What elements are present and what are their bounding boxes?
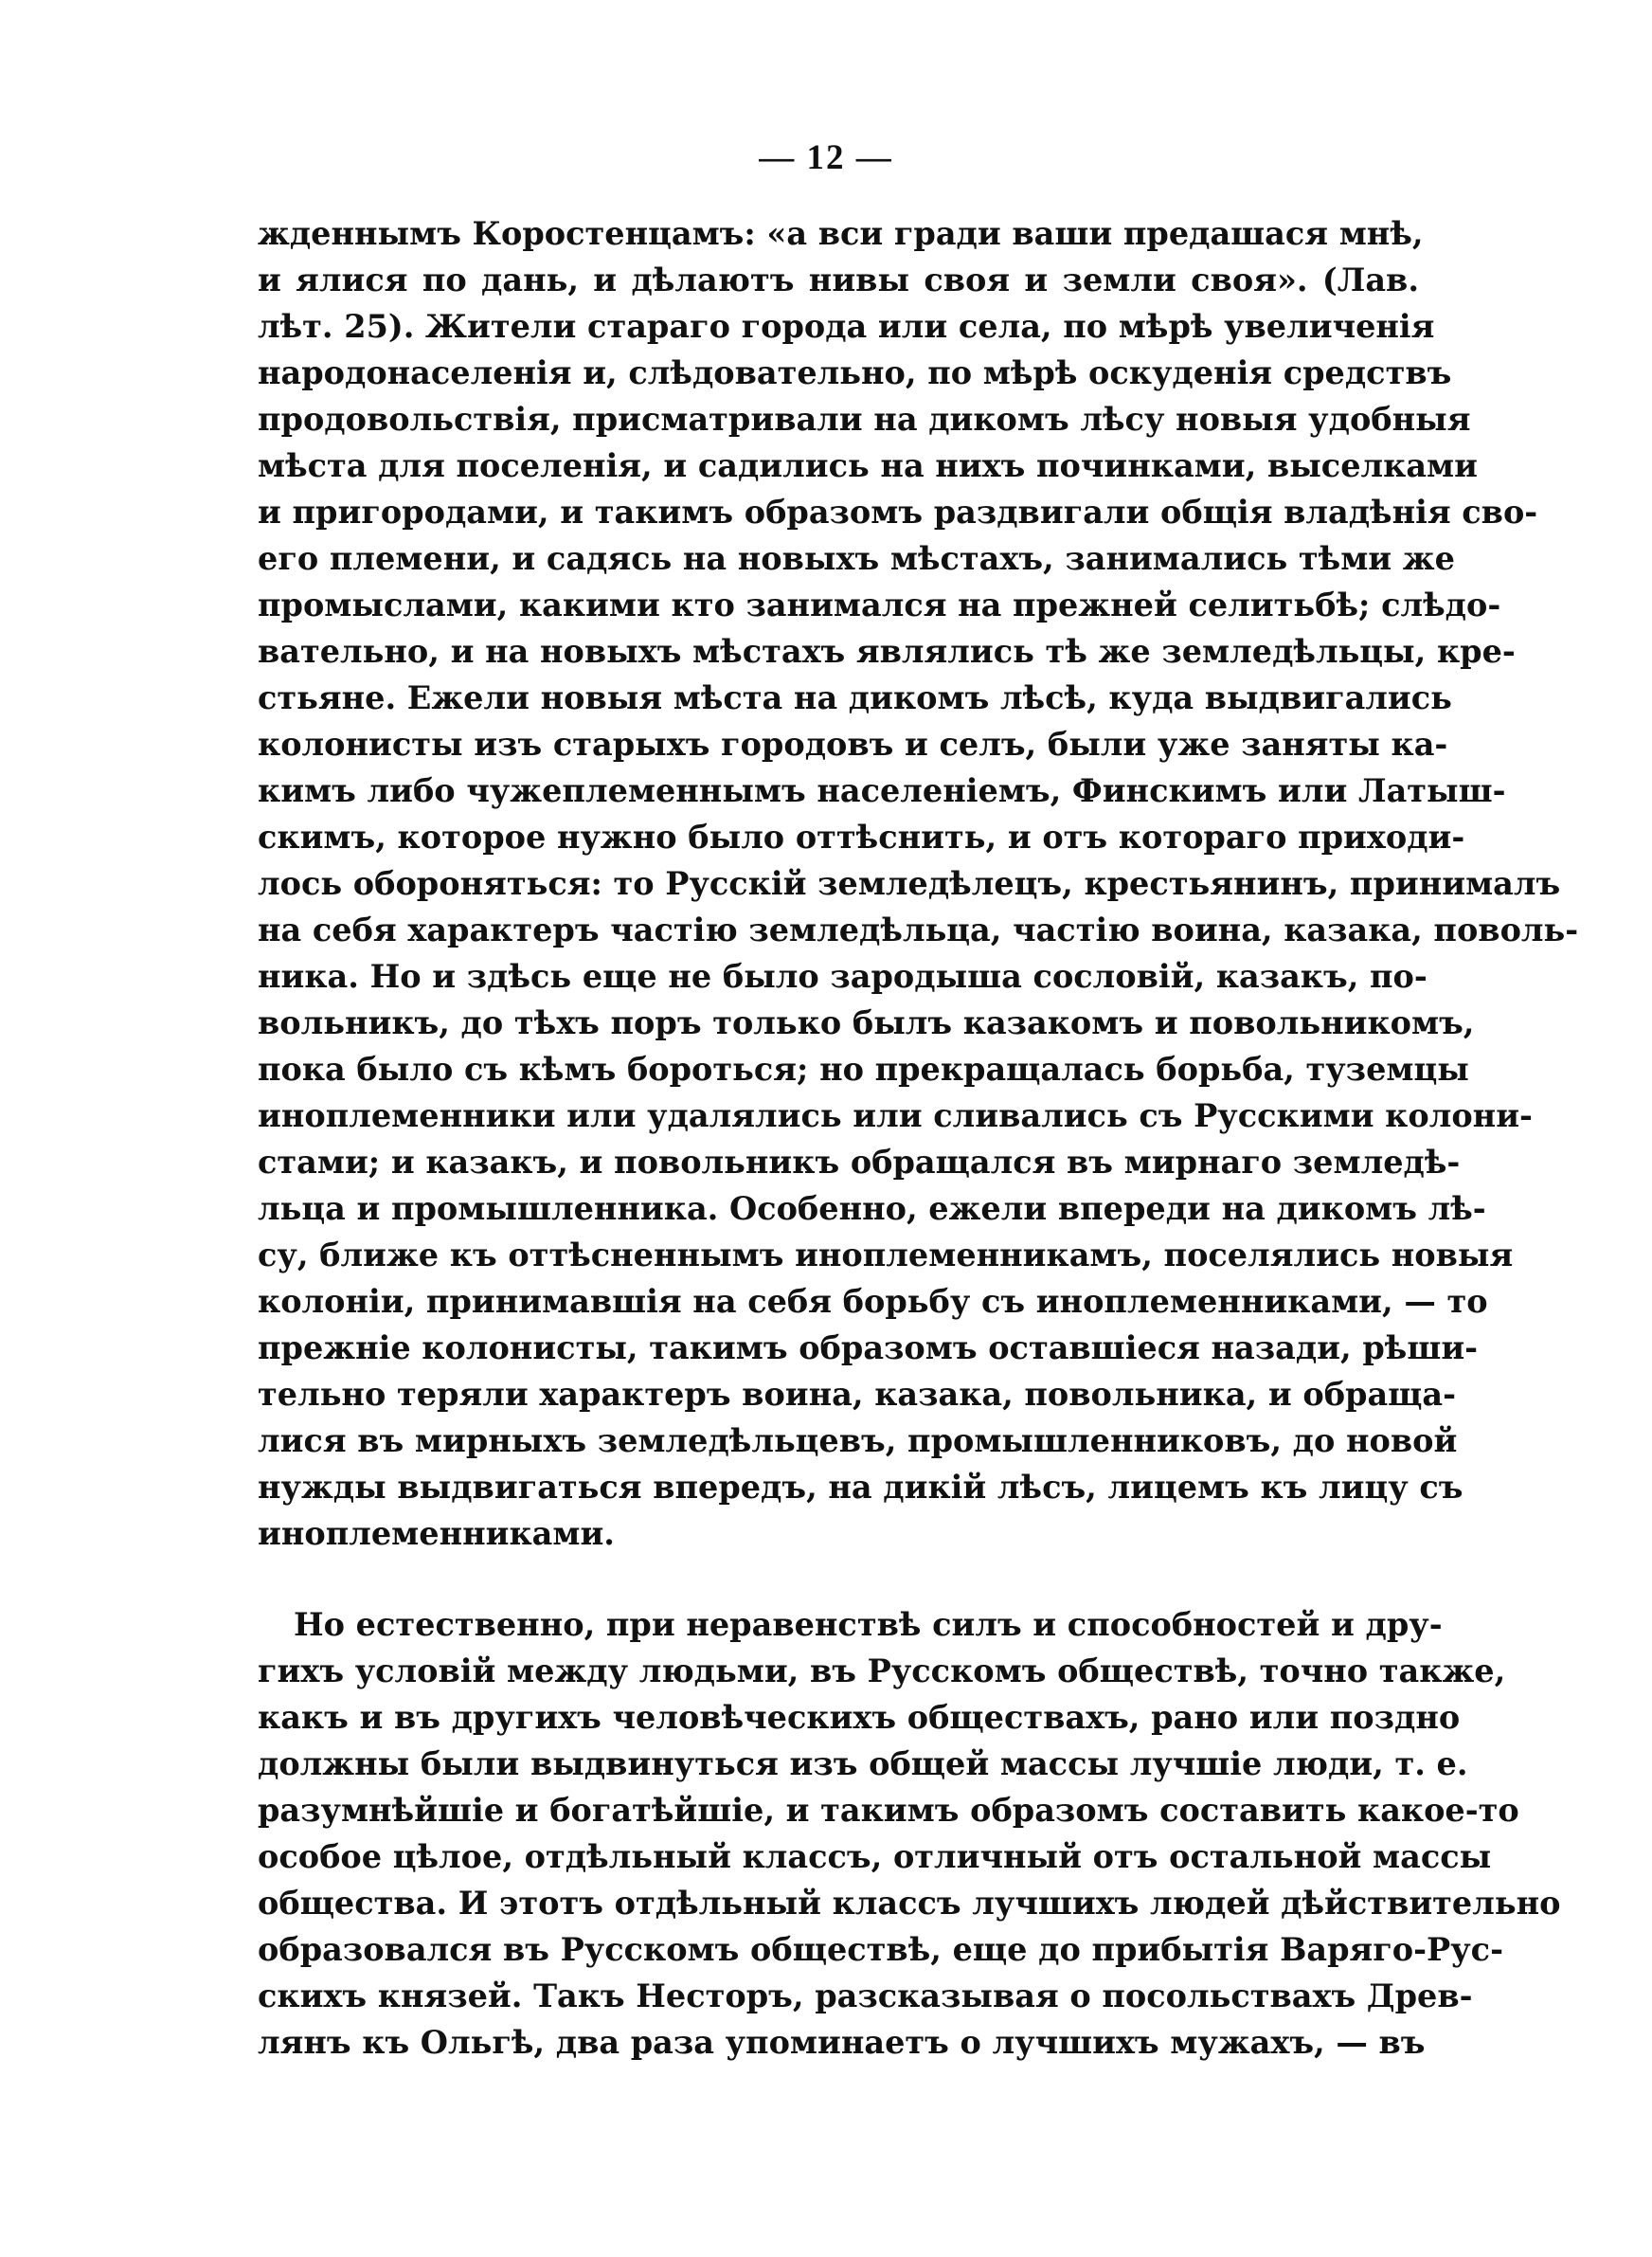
paragraph-1 bbox=[258, 210, 1579, 1557]
text-line: Но естественно, при неравенствѣ силъ и способностей и дру- bbox=[294, 1606, 1443, 1643]
text-line: общества. И этотъ отдѣльный классъ лучшихъ людей дѣйствительно bbox=[258, 1885, 1561, 1922]
text-line: его племени, и садясь на новыхъ мѣстахъ, занимались тѣми же bbox=[258, 540, 1455, 577]
page-number: — 12 — bbox=[759, 138, 893, 177]
text-line: льца и промышленника. Особенно, ежели впереди на дикомъ лѣ- bbox=[258, 1190, 1486, 1227]
text-line: гихъ условій между людьми, въ Русскомъ обществѣ, точно также, bbox=[258, 1652, 1506, 1689]
text-line: разумнѣйшіе и богатѣйшіе, и такимъ образомъ составить какое-то bbox=[258, 1792, 1519, 1829]
text-line: вольникъ, до тѣхъ поръ только былъ казакомъ и повольникомъ, bbox=[258, 1004, 1475, 1041]
text-line: вательно, и на новыхъ мѣстахъ являлись тѣ же земледѣльцы, кре- bbox=[258, 633, 1516, 670]
text-line: мѣста для поселенія, и садились на нихъ починками, выселками bbox=[258, 447, 1478, 484]
text-line: колонисты изъ старыхъ городовъ и селъ, были уже заняты ка- bbox=[258, 726, 1448, 763]
text-line: су, ближе къ оттѣсненнымъ иноплеменникамъ, поселялись новыя bbox=[258, 1237, 1514, 1273]
text-line: лѣт. 25). Жители стараго города или села, по мѣрѣ увеличенія bbox=[258, 308, 1435, 345]
text-line: народонаселенія и, слѣдовательно, по мѣрѣ оскуденія средствъ bbox=[258, 354, 1452, 391]
text-line: на себя характеръ частію земледѣльца, частію воина, казака, поволь- bbox=[258, 912, 1579, 948]
text-line: какъ и въ другихъ человѣческихъ обществахъ, рано или поздно bbox=[258, 1699, 1461, 1736]
text-line: иноплеменники или удалялись или сливались съ Русскими колони- bbox=[258, 1097, 1533, 1134]
text-line: стьяне. Ежели новыя мѣста на дикомъ лѣсѣ, куда выдвигались bbox=[258, 679, 1452, 716]
text-line: жденнымъ Коростенцамъ: «а вси гради ваши предашася мнѣ, bbox=[258, 215, 1424, 252]
text-line: тельно теряли характеръ воина, казака, повольника, и обраща- bbox=[258, 1376, 1457, 1413]
text-line: лось обороняться: то Русскій земледѣлецъ, крестьянинъ, принималъ bbox=[258, 865, 1561, 902]
text-line: продовольствія, присматривали на дикомъ лѣсу новыя удобныя bbox=[258, 401, 1471, 438]
text-line: колоніи, принимавшія на себя борьбу съ иноплеменниками, — то bbox=[258, 1283, 1488, 1320]
text-line: ника. Но и здѣсь еще не было зародыша сословій, казакъ, по- bbox=[258, 958, 1428, 995]
text-line: лянъ къ Ольгѣ, два раза упоминаетъ о лучшихъ мужахъ, — въ bbox=[258, 2024, 1426, 2061]
text-line: должны были выдвинуться изъ общей массы лучшіе люди, т. е. bbox=[258, 1745, 1468, 1782]
text-line: скихъ князей. Такъ Несторъ, разсказывая о посольствахъ Древ- bbox=[258, 1977, 1473, 2014]
text-line: скимъ, которое нужно было оттѣснить, и отъ котораго приходи- bbox=[258, 819, 1465, 856]
text-line: пока было съ кѣмъ бороться; но прекращалась борьба, туземцы bbox=[258, 1051, 1469, 1088]
text-line: и пригородами, и такимъ образомъ раздвигали общія владѣнія сво- bbox=[258, 494, 1538, 531]
text-line: нужды выдвигаться впередъ, на дикій лѣсъ, лицемъ къ лицу съ bbox=[258, 1469, 1463, 1506]
text-line: промыслами, какими кто занимался на прежней селитьбѣ; слѣдо- bbox=[258, 587, 1501, 623]
text-line: иноплеменниками. bbox=[258, 1515, 615, 1552]
text-line: и ялися по дань, и дѣлаютъ нивы своя и земли своя». (Лав. bbox=[258, 262, 1419, 298]
text-line: стами; и казакъ, и повольникъ обращался въ мирнаго земледѣ- bbox=[258, 1144, 1461, 1181]
text-line: образовался въ Русскомъ обществѣ, еще до прибытія Варяго-Рус- bbox=[258, 1931, 1503, 1968]
text-line: кимъ либо чужеплеменнымъ населеніемъ, Финскимъ или Латыш- bbox=[258, 772, 1506, 809]
paragraph-2 bbox=[258, 1601, 1561, 2066]
text-line: лися въ мирныхъ земледѣльцевъ, промышленниковъ, до новой bbox=[258, 1422, 1458, 1459]
text-line: прежніе колонисты, такимъ образомъ оставшіеся назади, рѣши- bbox=[258, 1329, 1479, 1366]
text-line: особое цѣлое, отдѣльный классъ, отличный отъ остальной массы bbox=[258, 1838, 1492, 1875]
